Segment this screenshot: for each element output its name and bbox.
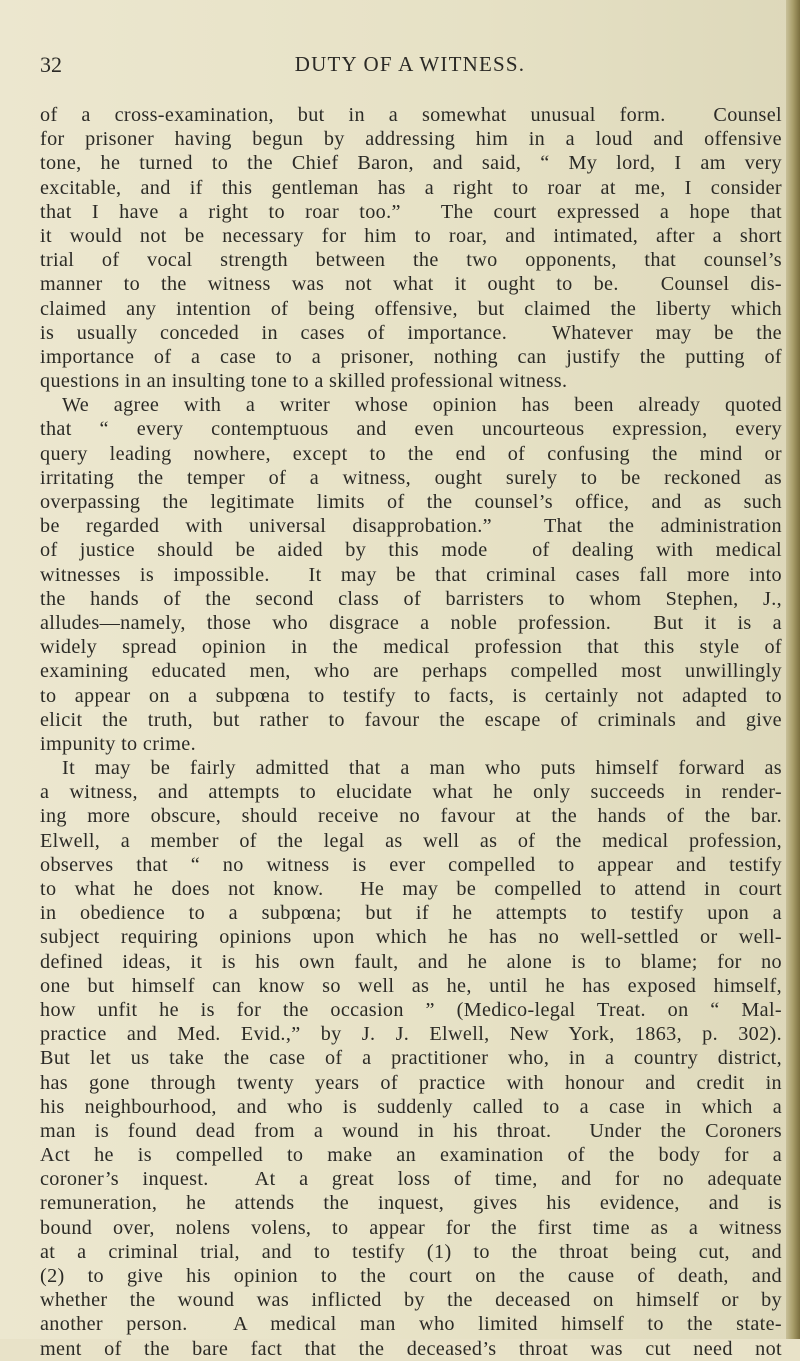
- text-line: at a criminal trial, and to testify (1) to the throat being cut, and: [40, 1240, 782, 1263]
- text-line: But let us take the case of a practitioner who, in a country district,: [40, 1047, 782, 1070]
- text-line: trial of vocal strength between the two opponents, that counsel’s: [40, 249, 782, 272]
- text-line: query leading nowhere, except to the end of confusing the mind or: [40, 442, 782, 465]
- text-line: to what he does not know. He may be compelled to attend in court: [40, 878, 782, 900]
- text-line: the hands of the second class of barristers to whom Stephen, J.,: [40, 587, 782, 610]
- text-line: overpassing the legitimate limits of the counsel’s office, and as such: [40, 491, 782, 513]
- text-line: whether the wound was inflicted by the deceased on himself or by: [40, 1289, 782, 1312]
- text-line: tone, he turned to the Chief Baron, and said, “ My lord, I am very: [40, 152, 782, 175]
- text-line: witnesses is impossible. It may be that criminal cases fall more into: [40, 563, 782, 586]
- text-line: irritating the temper of a witness, ought surely to be reckoned as: [40, 466, 782, 489]
- paragraph-2: [40, 393, 782, 756]
- text-line: be regarded with universal disapprobation.” That the administration: [40, 515, 782, 538]
- text-line: that “ every contemptuous and even uncourteous expression, every: [40, 418, 782, 441]
- text-line: it would not be necessary for him to roar, and intimated, after a short: [40, 224, 782, 247]
- text-line: importance of a case to a prisoner, nothing can justify the putting of: [40, 345, 782, 368]
- paragraph-3: [40, 756, 782, 1361]
- text-line: widely spread opinion in the medical profession that this style of: [40, 636, 782, 659]
- text-line: man is found dead from a wound in his throat. Under the Coroners: [40, 1119, 782, 1142]
- text-line: that I have a right to roar too.” The court expressed a hope that: [40, 200, 782, 223]
- text-line: observes that “ no witness is ever compelled to appear and testify: [40, 853, 782, 876]
- text-line: Elwell, a member of the legal as well as of the medical profession,: [40, 829, 782, 852]
- text-line: is usually conceded in cases of importance. Whatever may be the: [40, 321, 782, 344]
- text-line: examining educated men, who are perhaps compelled most unwillingly: [40, 660, 782, 683]
- text-line: practice and Med. Evid.,” by J. J. Elwell, New York, 1863, p. 302).: [40, 1023, 782, 1046]
- text-line: Act he is compelled to make an examination of the body for a: [40, 1144, 782, 1167]
- page-header: [40, 52, 780, 80]
- text-line: excitable, and if this gentleman has a right to roar at me, I consider: [40, 176, 782, 199]
- text-line: impunity to crime.: [40, 732, 197, 755]
- text-line: alludes—namely, those who disgrace a noble profession. But it is a: [40, 611, 782, 634]
- page-number: 32: [40, 52, 62, 77]
- text-line: (2) to give his opinion to the court on the cause of death, and: [40, 1265, 782, 1287]
- text-line: ment of the bare fact that the deceased’s throat was cut need not: [40, 1337, 782, 1360]
- text-line: in obedience to a subpœna; but if he attempts to testify upon a: [40, 902, 782, 925]
- text-line: elicit the truth, but rather to favour the escape of criminals and give: [40, 708, 782, 731]
- text-line: has gone through twenty years of practice with honour and credit in: [40, 1071, 782, 1094]
- text-line: questions in an insulting tone to a skilled professional witness.: [40, 370, 568, 393]
- text-line: of a cross-examination, but in a somewhat unusual form. Counsel: [40, 104, 782, 126]
- text-line: subject requiring opinions upon which he has no well-settled or well-: [40, 926, 782, 949]
- text-line: to appear on a subpœna to testify to facts, is certainly not adapted to: [40, 684, 782, 707]
- body-text: [40, 103, 782, 1361]
- paragraph-1: [40, 103, 782, 393]
- text-line: manner to the witness was not what it ought to be. Counsel dis-: [40, 273, 782, 296]
- running-title: DUTY OF A WITNESS.: [294, 52, 526, 76]
- text-line: It may be fairly admitted that a man who puts himself forward as: [62, 757, 782, 780]
- text-line: claimed any intention of being offensive, but claimed the liberty which: [40, 297, 782, 320]
- text-line: how unfit he is for the occasion ” (Medico-legal Treat. on “ Mal-: [40, 998, 782, 1021]
- text-line: remuneration, he attends the inquest, gives his evidence, and is: [40, 1192, 782, 1215]
- text-line: a witness, and attempts to elucidate what he only succeeds in render-: [40, 781, 782, 804]
- text-line: coroner’s inquest. At a great loss of time, and for no adequate: [40, 1168, 782, 1191]
- text-line: one but himself can know so well as he, until he has exposed himself,: [40, 974, 782, 997]
- text-line: of justice should be aided by this mode of dealing with medical: [40, 539, 782, 562]
- page-edge: [786, 0, 800, 1339]
- text-line: We agree with a writer whose opinion has been already quoted: [62, 394, 782, 417]
- text-line: defined ideas, it is his own fault, and he alone is to blame; for no: [40, 950, 782, 973]
- text-line: for prisoner having begun by addressing him in a loud and offensive: [40, 128, 782, 151]
- text-line: his neighbourhood, and who is suddenly called to a case in which a: [40, 1095, 782, 1118]
- text-line: bound over, nolens volens, to appear for the first time as a witness: [40, 1216, 782, 1239]
- text-line: another person. A medical man who limited himself to the state-: [40, 1313, 782, 1336]
- text-line: ing more obscure, should receive no favour at the hands of the bar.: [40, 805, 782, 828]
